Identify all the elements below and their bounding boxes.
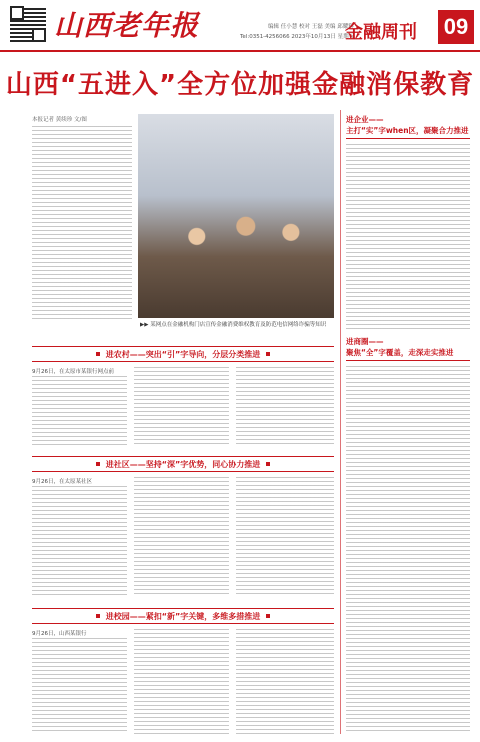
sidebar-heading-2: 进商圈—— [346,337,384,346]
column-divider [340,110,341,734]
section-3-col-3 [236,629,334,734]
section-2-col-3 [236,477,334,596]
newspaper-logo: 山西老年报 [54,9,200,42]
page-number: 09 [438,10,474,44]
sidebar-text-1 [346,144,470,332]
section-3-col-2 [134,629,229,734]
section-1-col-3 [236,367,334,446]
qr-code-icon [10,6,46,42]
section-banner-1: 进农村——突出“引”字导向，分层分类推进 [32,346,334,362]
contact-date: Tel:0351-4256066 2023年10月13日 星期五 [240,34,355,40]
intro-text-column [32,126,132,322]
sidebar-subheading-2: 聚焦“全”字覆盖，走深走实推进 [346,348,454,357]
section-2-col-1 [32,486,127,596]
section-3-col-1 [32,638,127,734]
sidebar-text-2 [346,366,470,734]
sidebar-subheading-1: 主打“实”字when区，凝聚合力推进 [346,126,469,135]
section-title: 金融周刊 [345,22,417,43]
article-photo [138,114,334,318]
section-lead-1: 9月26日，在太原市某银行网点前 [32,369,114,375]
section-banner-2: 进社区——坚持“深”字优势，同心协力推进 [32,456,334,472]
section-lead-2: 9月26日，在太原某社区 [32,479,92,485]
byline: 本报记者 黄续珍 文/图 [32,117,87,123]
sidebar-rule [346,138,470,139]
section-banner-3: 进校园——紧扣“新”字关键，多维多措推进 [32,608,334,624]
section-lead-3: 9月26日，山西某银行 [32,631,87,637]
section-1-col-1 [32,376,127,446]
section-2-col-2 [134,477,229,596]
editor-credits: 编辑 任小慧 校对 王磊 美编 邱耀辉 [268,24,354,30]
sidebar-rule [346,360,470,361]
photo-caption: ▶▶ 某网点在金融机构门店宣传金融消费维权教育及防范电信网络诈骗等知识 [140,322,327,328]
sidebar-heading-1: 进企业—— [346,115,384,124]
section-1-col-2 [134,367,229,446]
article-headline: 山西“五进入”全方位加强金融消保教育 [5,70,475,100]
newspaper-header [0,0,480,52]
